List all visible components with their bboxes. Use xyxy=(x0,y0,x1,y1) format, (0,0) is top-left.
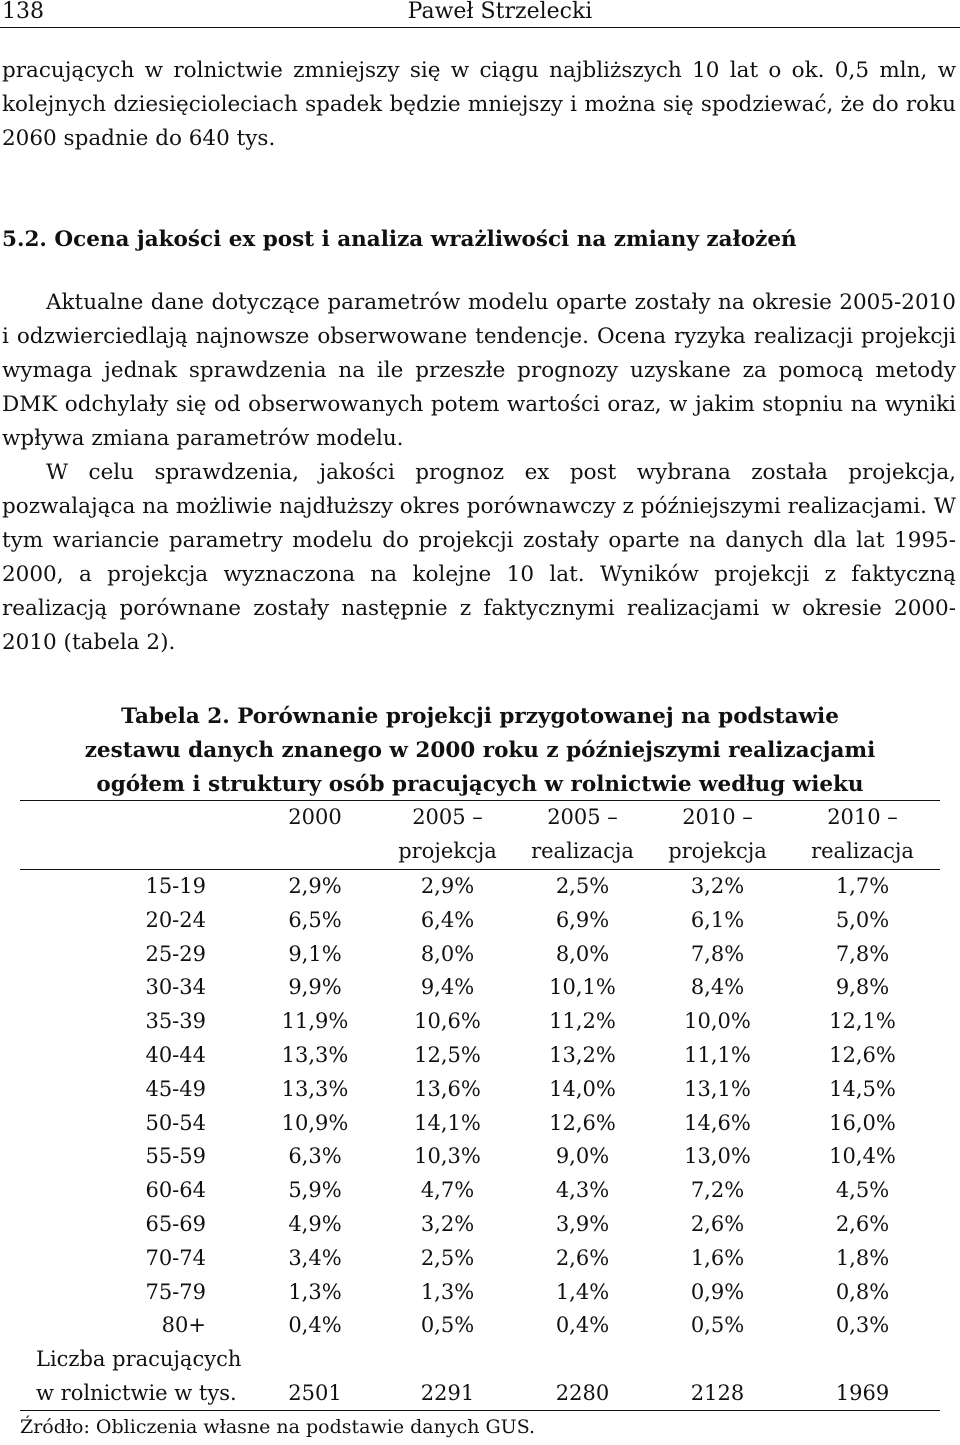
age-group-cell: 30-34 xyxy=(145,975,206,1000)
value-cell: 5,9% xyxy=(288,1178,342,1203)
paragraph-1: pracujących w rolnictwie zmniejszy się w ciągu najbliższych 10 lat o ok. 0,5 mln, w kolejnych dziesięcioleciach spadek będzie mniejszy i można się spodziewać, że do roku 2060 spadnie do 640 tys. xyxy=(2,58,956,151)
value-cell: 1,6% xyxy=(690,1245,745,1270)
value-cell: 2,9% xyxy=(420,874,475,898)
value-cell: 12,6% xyxy=(549,1110,616,1135)
value-cell: 9,9% xyxy=(288,975,342,1000)
value-cell: 10,4% xyxy=(829,1144,896,1169)
value-cell: 4,3% xyxy=(555,1178,610,1203)
value-cell: 3,2% xyxy=(690,874,745,898)
value-cell: 1,8% xyxy=(835,1245,890,1270)
value-cell: 10,3% xyxy=(414,1144,481,1169)
value-cell: 6,4% xyxy=(420,907,475,932)
value-cell: 0,4% xyxy=(288,1313,342,1338)
table-row xyxy=(20,1309,940,1343)
value-cell: 10,0% xyxy=(684,1009,751,1034)
value-cell: 13,3% xyxy=(281,1042,349,1067)
value-cell: 1,3% xyxy=(288,1279,342,1304)
total-value-cell: 2291 xyxy=(420,1380,475,1405)
total-value-cell: 2501 xyxy=(288,1380,342,1405)
section-heading: 5.2. Ocena jakości ex post i analiza wrażliwości na zmiany założeń xyxy=(2,227,797,252)
table-row xyxy=(20,1005,940,1039)
value-cell: 10,6% xyxy=(414,1009,481,1034)
value-cell: 3,4% xyxy=(288,1245,342,1270)
table-row xyxy=(20,904,940,938)
total-value-cell: 2128 xyxy=(690,1380,745,1405)
value-cell: 11,2% xyxy=(549,1009,616,1034)
value-cell: 0,3% xyxy=(835,1313,890,1338)
value-cell: 2,6% xyxy=(835,1211,890,1236)
paragraph-3: W celu sprawdzenia, jakości prognoz ex post wybrana została projekcja, pozwalająca na możliwie najdłuższy okres porównawczy z późniejszymi realizacjami. W tym wariancie parametry modelu do projekcji zostały oparte na danych dla lat 1995-2000, a projekcja wyznaczona na kolejne 10 lat. Wyników projekcji z faktyczną realizacją porównane zostały następnie z faktycznymi realizacjami w okresie 2000-2010 (tabela 2). xyxy=(2,460,956,655)
table-caption xyxy=(0,700,960,802)
value-cell: 10,1% xyxy=(549,975,616,1000)
table-row xyxy=(20,971,940,1005)
value-cell: 7,8% xyxy=(690,941,745,966)
value-cell: 13,3% xyxy=(281,1076,349,1101)
value-cell: 9,4% xyxy=(420,975,475,1000)
page-number: 138 xyxy=(2,0,44,24)
value-cell: 13,1% xyxy=(684,1076,751,1101)
caption-line: zestawu danych znanego w 2000 roku z późniejszymi realizacjami xyxy=(84,738,876,763)
value-cell: 4,9% xyxy=(288,1211,342,1236)
value-cell: 12,1% xyxy=(829,1009,896,1034)
value-cell: 7,8% xyxy=(835,941,890,966)
table-row xyxy=(20,1140,940,1174)
value-cell: 8,0% xyxy=(555,941,610,966)
total-label: Liczba pracujących xyxy=(36,1347,242,1372)
header-cell: projekcja xyxy=(398,838,497,863)
age-group-cell: 65-69 xyxy=(145,1211,206,1236)
age-group-cell: 50-54 xyxy=(145,1110,206,1135)
table-row xyxy=(20,1039,940,1073)
value-cell: 2,9% xyxy=(288,874,342,898)
header-cell xyxy=(20,835,250,869)
value-cell: 0,8% xyxy=(835,1279,890,1304)
value-cell: 13,6% xyxy=(414,1076,481,1101)
header-cell xyxy=(250,835,380,869)
value-cell: 6,1% xyxy=(690,907,745,932)
header-cell: projekcja xyxy=(668,838,767,863)
header-row xyxy=(20,801,940,835)
value-cell: 13,2% xyxy=(549,1042,616,1067)
header-cell: realizacja xyxy=(811,838,914,863)
table-row xyxy=(20,1073,940,1107)
age-group-cell: 60-64 xyxy=(145,1178,206,1203)
total-row xyxy=(20,1377,940,1411)
value-cell: 8,4% xyxy=(690,975,745,1000)
value-cell: 0,5% xyxy=(420,1313,475,1338)
value-cell: 8,0% xyxy=(420,941,475,966)
header-row xyxy=(20,835,940,869)
header-cell: 2000 xyxy=(288,805,342,829)
total-value-cell: 2280 xyxy=(555,1380,610,1405)
value-cell: 1,3% xyxy=(420,1279,475,1304)
value-cell: 5,0% xyxy=(835,907,890,932)
age-group-cell: 75-79 xyxy=(145,1279,206,1304)
value-cell: 3,2% xyxy=(420,1211,475,1236)
total-value-cell: 1969 xyxy=(835,1380,890,1405)
value-cell: 10,9% xyxy=(281,1110,349,1135)
value-cell: 2,5% xyxy=(555,874,610,898)
header-cell xyxy=(20,801,250,835)
table-row xyxy=(20,1174,940,1208)
header-cell: 2005 – xyxy=(412,805,483,829)
value-cell: 4,7% xyxy=(420,1178,475,1203)
table-body xyxy=(20,870,940,1411)
age-group-cell: 15-19 xyxy=(145,874,206,898)
header-cell: 2010 – xyxy=(682,805,753,829)
value-cell: 11,1% xyxy=(684,1042,751,1067)
value-cell: 6,5% xyxy=(288,907,342,932)
age-group-cell: 25-29 xyxy=(145,941,206,966)
value-cell: 9,8% xyxy=(835,975,890,1000)
value-cell: 1,4% xyxy=(555,1279,610,1304)
value-cell: 14,6% xyxy=(684,1110,751,1135)
value-cell: 7,2% xyxy=(690,1178,745,1203)
value-cell: 2,5% xyxy=(420,1245,475,1270)
value-cell: 0,5% xyxy=(690,1313,745,1338)
value-cell: 16,0% xyxy=(829,1110,896,1135)
value-cell: 2,6% xyxy=(555,1245,610,1270)
table-row xyxy=(20,1208,940,1242)
value-cell: 14,0% xyxy=(549,1076,616,1101)
running-head xyxy=(0,0,960,30)
table-row xyxy=(20,1242,940,1276)
age-group-cell: 20-24 xyxy=(145,907,206,932)
age-group-cell: 55-59 xyxy=(145,1144,206,1169)
value-cell: 12,5% xyxy=(414,1042,481,1067)
age-group-cell: 35-39 xyxy=(145,1009,206,1034)
table-row xyxy=(20,870,940,904)
table-header xyxy=(20,801,940,869)
caption-line: Tabela 2. Porównanie projekcji przygotowanej na podstawie xyxy=(121,704,839,729)
header-cell: 2010 – xyxy=(827,805,898,829)
value-cell: 0,4% xyxy=(555,1313,610,1338)
caption-line: ogółem i struktury osób pracujących w rolnictwie według wieku xyxy=(96,772,864,797)
value-cell: 4,5% xyxy=(835,1178,890,1203)
age-group-cell: 70-74 xyxy=(145,1245,206,1270)
running-head-author: Paweł Strzelecki xyxy=(407,0,593,24)
paragraph-2: Aktualne dane dotyczące parametrów modelu oparte zostały na okresie 2005-2010 i odzwierciedlają najnowsze obserwowane tendencje. Ocena ryzyka realizacji projekcji wymaga jednak sprawdzenia na ile przeszłe prognozy uzyskane za pomocą metody DMK odchylały się od obserwowanych potem wartości oraz, w jakim stopniu na wyniki wpływa zmiana parametrów modelu. xyxy=(2,290,956,451)
value-cell: 0,9% xyxy=(690,1279,745,1304)
value-cell: 2,6% xyxy=(690,1211,745,1236)
header-cell: 2005 – xyxy=(547,805,618,829)
age-group-cell: 80+ xyxy=(161,1313,206,1338)
value-cell: 14,5% xyxy=(829,1076,896,1101)
table-row xyxy=(20,1276,940,1310)
value-cell: 3,9% xyxy=(555,1211,610,1236)
value-cell: 14,1% xyxy=(414,1110,481,1135)
value-cell: 6,3% xyxy=(288,1144,342,1169)
value-cell: 12,6% xyxy=(829,1042,896,1067)
value-cell: 9,1% xyxy=(288,941,342,966)
header-rule xyxy=(0,27,960,28)
table-source-note: Źródło: Obliczenia własne na podstawie danych GUS. xyxy=(20,1416,536,1438)
age-group-cell: 45-49 xyxy=(145,1076,206,1101)
value-cell: 1,7% xyxy=(835,874,890,898)
value-cell: 9,0% xyxy=(555,1144,610,1169)
total-label-row xyxy=(20,1343,940,1377)
table-row xyxy=(20,1107,940,1141)
total-label: w rolnictwie w tys. xyxy=(36,1380,237,1405)
age-group-cell: 40-44 xyxy=(145,1042,206,1067)
table-row xyxy=(20,938,940,972)
value-cell: 6,9% xyxy=(555,907,610,932)
header-cell: realizacja xyxy=(531,838,634,863)
value-cell: 13,0% xyxy=(684,1144,751,1169)
value-cell: 11,9% xyxy=(281,1009,349,1034)
